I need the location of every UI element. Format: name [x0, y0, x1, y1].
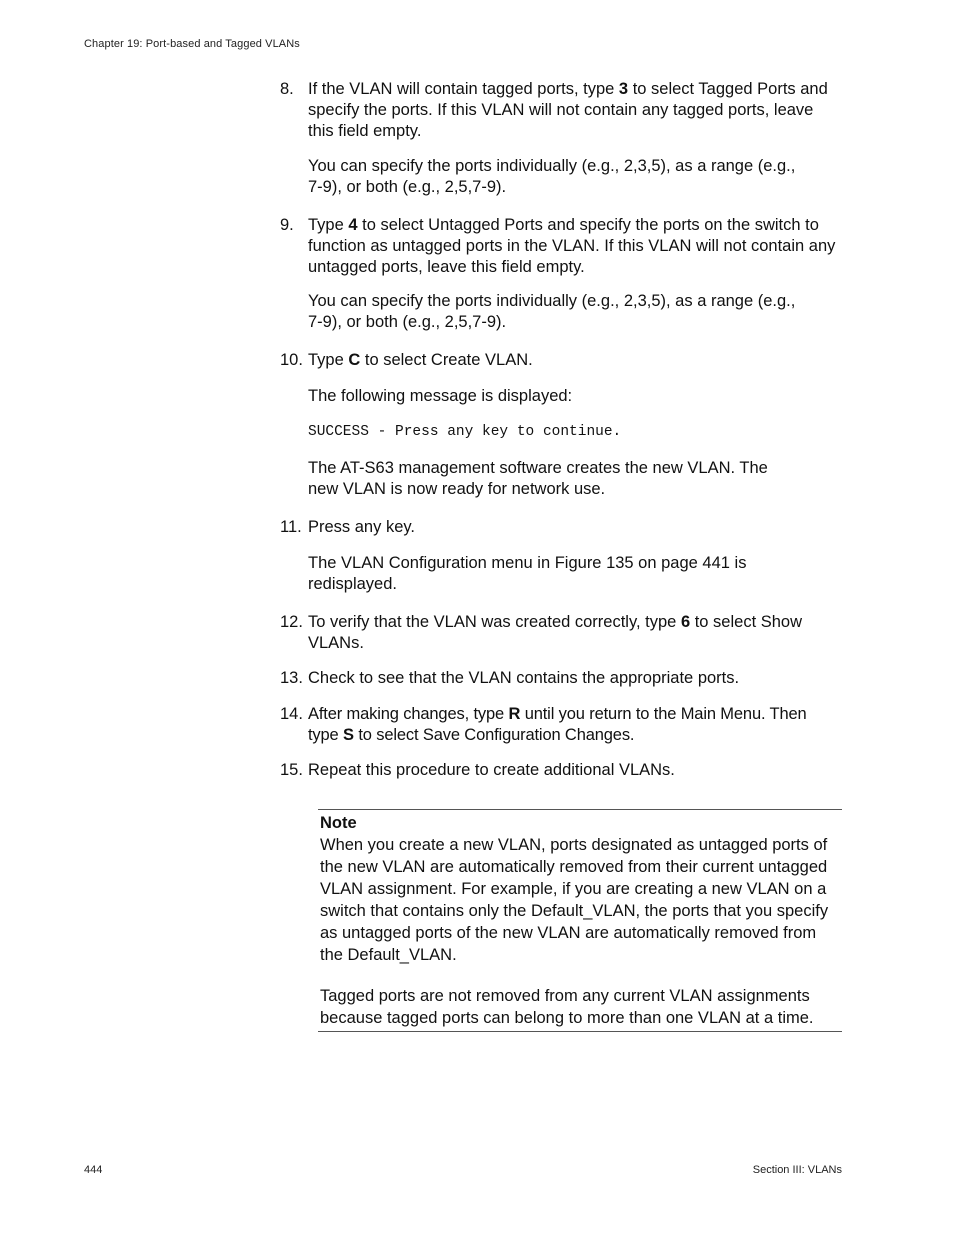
step-number: 13. [280, 669, 303, 687]
step-text-part: until you return to the Main Menu. Then type [308, 705, 807, 744]
console-message: SUCCESS - Press any key to continue. [308, 424, 622, 440]
step-text-part: to select Untagged Ports and specify the ports on the switch to function as untagged ports in the VLAN. If this VLAN will not contain any untagged ports, leave this field empty. [308, 216, 836, 276]
step-number: 12. [280, 613, 303, 631]
step-text [308, 215, 838, 278]
step-11-result: The VLAN Configuration menu in Figure 135 on page 441 is redisplayed. [308, 554, 747, 593]
note-box [318, 809, 842, 1032]
step-9-note: You can specify the ports individually (e.g., 2,3,5), as a range (e.g., 7-9), or both (e.g., 2,5,7-9). [308, 292, 796, 331]
step-text-part: to select Show VLANs. [308, 613, 803, 652]
step-text-part: Type [308, 351, 349, 369]
step-text [308, 79, 838, 142]
step-text-part: If the VLAN will contain tagged ports, type [308, 80, 619, 98]
step-number: 9. [280, 216, 294, 234]
key-label: R [508, 705, 521, 723]
step-text [308, 350, 838, 371]
step-8-note: You can specify the ports individually (e.g., 2,3,5), as a range (e.g., 7-9), or both (e.g., 2,5,7-9). [308, 157, 796, 196]
key-label: S [343, 726, 354, 744]
step-text [308, 704, 838, 746]
step-number: 15. [280, 761, 303, 779]
step-text [308, 612, 838, 654]
step-text-part: After making changes, type [308, 705, 509, 723]
step-text-part: Type [308, 216, 349, 234]
note-paragraph: Tagged ports are not removed from any current VLAN assignments because tagged ports can belong to more than one VLAN at a time. [320, 987, 814, 1027]
note-paragraph: When you create a new VLAN, ports designated as untagged ports of the new VLAN are automatically removed from their current untagged VLAN assignment. For example, if you are creating a new VLAN on a switch that contains only the Default_VLAN, the ports that you specify as untagged ports of the new VLAN are automatically removed from the Default_VLAN. [320, 836, 829, 964]
step-number: 8. [280, 80, 294, 98]
note-title: Note [320, 814, 357, 832]
key-label: 4 [348, 216, 358, 234]
key-label: C [348, 351, 361, 369]
step-text-part: to select Save Configuration Changes. [353, 726, 635, 744]
step-10-result: The AT-S63 management software creates the new VLAN. The new VLAN is now ready for network use. [308, 459, 768, 498]
page-number: 444 [84, 1164, 103, 1176]
step-number: 14. [280, 705, 303, 723]
step-text-part: to select Create VLAN. [360, 351, 533, 369]
step-number: 11. [280, 518, 302, 536]
step-text-part: To verify that the VLAN was created correctly, type [308, 613, 681, 631]
step-text: Check to see that the VLAN contains the appropriate ports. [308, 669, 740, 687]
step-text: Press any key. [308, 518, 415, 536]
step-text: Repeat this procedure to create additional VLANs. [308, 761, 675, 779]
key-label: 6 [680, 613, 691, 631]
key-label: 3 [618, 80, 629, 98]
step-number: 10. [280, 351, 303, 369]
message-intro: The following message is displayed: [308, 387, 573, 405]
step-text-part: to select Tagged Ports and specify the ports. If this VLAN will not contain any tagged ports, leave this field empty. [308, 80, 828, 140]
running-header: Chapter 19: Port-based and Tagged VLANs [84, 38, 300, 50]
running-footer: Section III: VLANs [752, 1164, 842, 1176]
